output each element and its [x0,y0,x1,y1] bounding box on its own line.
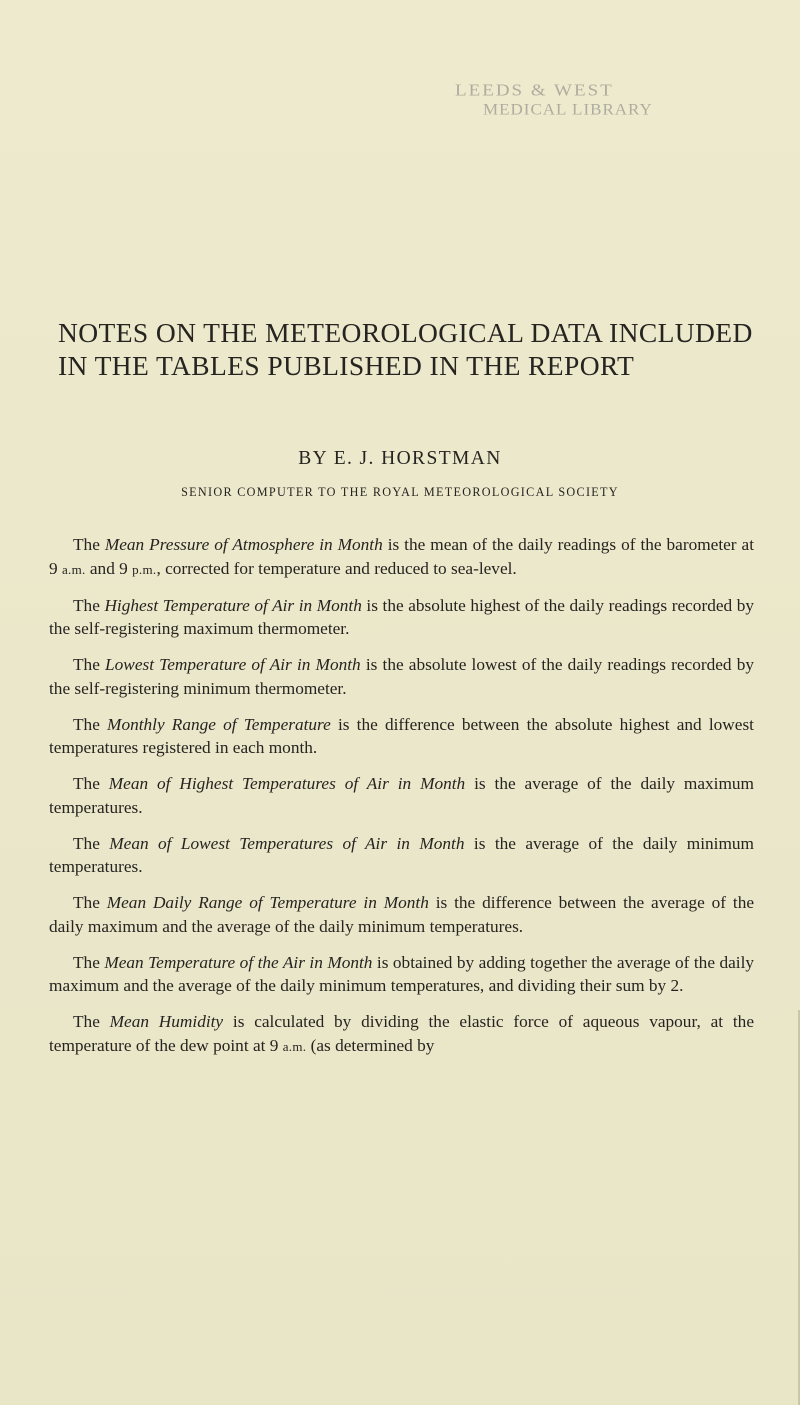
author-affiliation: SENIOR COMPUTER TO THE ROYAL METEOROLOGICAL SOCIETY [181,485,619,499]
paragraph-mean-temperature: The Mean Temperature of the Air in Month is obtained by adding together the average of the daily maximum and the average of the daily minimum temperatures, and dividing their sum by 2. [49,952,755,995]
paragraph-monthly-range: The Monthly Range of Temperature is the difference between the absolute highest and lowest temperatures registered in each month. [49,714,754,757]
paragraph-mean-lowest: The Mean of Lowest Temperatures of Air in Month is the average of the daily minimum temperatures. [49,833,754,876]
defined-term: Mean Humidity [109,1012,224,1031]
body-text [49,533,754,1071]
paragraph-mean-pressure: The Mean Pressure of Atmosphere in Month is the mean of the daily readings of the barometer at 9 a.m. and 9 p.m., corrected for temperature and reduced to sea-level. [49,535,754,578]
defined-term: Mean of Highest Temperatures of Air in Month [108,774,466,793]
author-byline: BY E. J. HORSTMAN [298,448,502,469]
title-line-2: IN THE TABLES PUBLISHED IN THE REPORT [58,350,635,381]
title-line-1: NOTES ON THE METEOROLOGICAL DATA INCLUDED [58,317,753,348]
paragraph-mean-daily-range: The Mean Daily Range of Temperature in Month is the difference between the average of the daily maximum and the average of the daily minimum temperatures. [49,893,755,936]
library-stamp-bleed-through: LEEDS & WEST [455,81,614,100]
paragraph-highest-temperature: The Highest Temperature of Air in Month is the absolute highest of the daily readings recorded by the self-registering maximum thermometer. [49,595,755,638]
paragraph-mean-humidity: The Mean Humidity is calculated by dividing the elastic force of aqueous vapour, at the temperature of the dew point at 9 a.m. (as determined by [49,1012,754,1055]
defined-term: Lowest Temperature of Air in Month [105,655,361,674]
defined-term: Monthly Range of Temperature [107,714,331,734]
library-stamp-bleed-through-line2: MEDICAL LIBRARY [483,101,653,119]
defined-term: Mean of Lowest Temperatures of Air in Month [109,833,465,853]
paragraph-mean-highest: The Mean of Highest Temperatures of Air in Month is the average of the daily maximum temperatures. [49,774,754,817]
defined-term: Mean Daily Range of Temperature in Month [106,893,429,912]
defined-term: Highest Temperature of Air in Month [104,595,362,615]
defined-term: Mean Pressure of Atmosphere in Month [104,535,383,554]
page-title [58,316,758,382]
paragraph-lowest-temperature: The Lowest Temperature of Air in Month is the absolute lowest of the daily readings recorded by the self-registering minimum thermometer. [49,655,754,698]
defined-term: Mean Temperature of the Air in Month [104,952,373,972]
